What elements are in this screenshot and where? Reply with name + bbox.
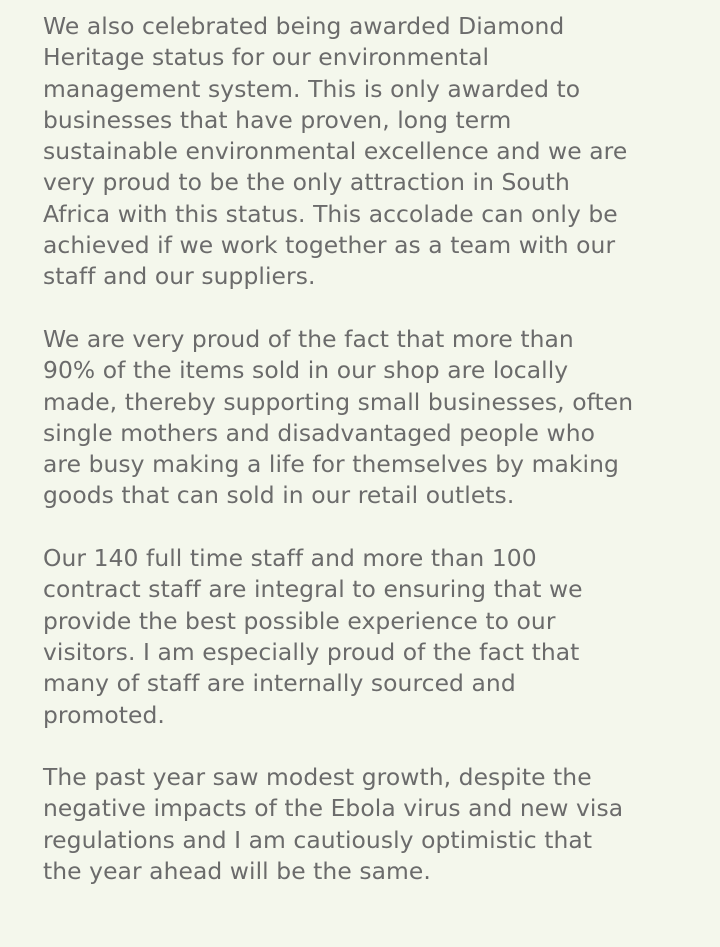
document-body	[43, 11, 683, 919]
text-line: promoted.	[43, 700, 165, 729]
text-line: We also celebrated being awarded Diamond	[43, 12, 565, 40]
text-line: single mothers and disadvantaged people who	[43, 418, 596, 447]
text-line: Our 140 full time staff and more than 100	[43, 544, 537, 573]
paragraph-diamond-heritage	[43, 11, 683, 293]
text-line: provide the best possible experience to our	[43, 606, 556, 635]
text-line: Heritage status for our environmental	[43, 43, 490, 72]
text-line: the year ahead will be the same.	[43, 857, 431, 886]
paragraph-growth	[43, 762, 683, 887]
text-line: very proud to be the only attraction in South	[43, 168, 570, 197]
text-line: negative impacts of the Ebola virus and new visa	[43, 794, 624, 823]
text-line: made, thereby supporting small businesses, often	[43, 387, 634, 416]
text-line: many of staff are internally sourced and	[43, 669, 516, 698]
paragraph-staff	[43, 543, 683, 731]
text-line: are busy making a life for themselves by making	[43, 450, 619, 479]
text-line: 90% of the items sold in our shop are locally	[43, 356, 569, 385]
text-line: staff and our suppliers.	[43, 262, 316, 291]
text-line: sustainable environmental excellence and we are	[43, 137, 628, 166]
text-line: regulations and I am cautiously optimistic that	[43, 825, 593, 854]
text-line: Africa with this status. This accolade can only be	[43, 199, 618, 228]
text-line: The past year saw modest growth, despite the	[43, 763, 592, 792]
text-line: management system. This is only awarded to	[43, 74, 581, 103]
text-line: We are very proud of the fact that more than	[43, 324, 574, 353]
text-line: businesses that have proven, long term	[43, 105, 512, 134]
text-line: goods that can sold in our retail outlets.	[43, 481, 515, 510]
text-line: visitors. I am especially proud of the fact that	[43, 637, 580, 666]
text-line: contract staff are integral to ensuring that we	[43, 575, 583, 604]
text-line: achieved if we work together as a team with our	[43, 231, 616, 260]
paragraph-locally-made	[43, 324, 683, 512]
